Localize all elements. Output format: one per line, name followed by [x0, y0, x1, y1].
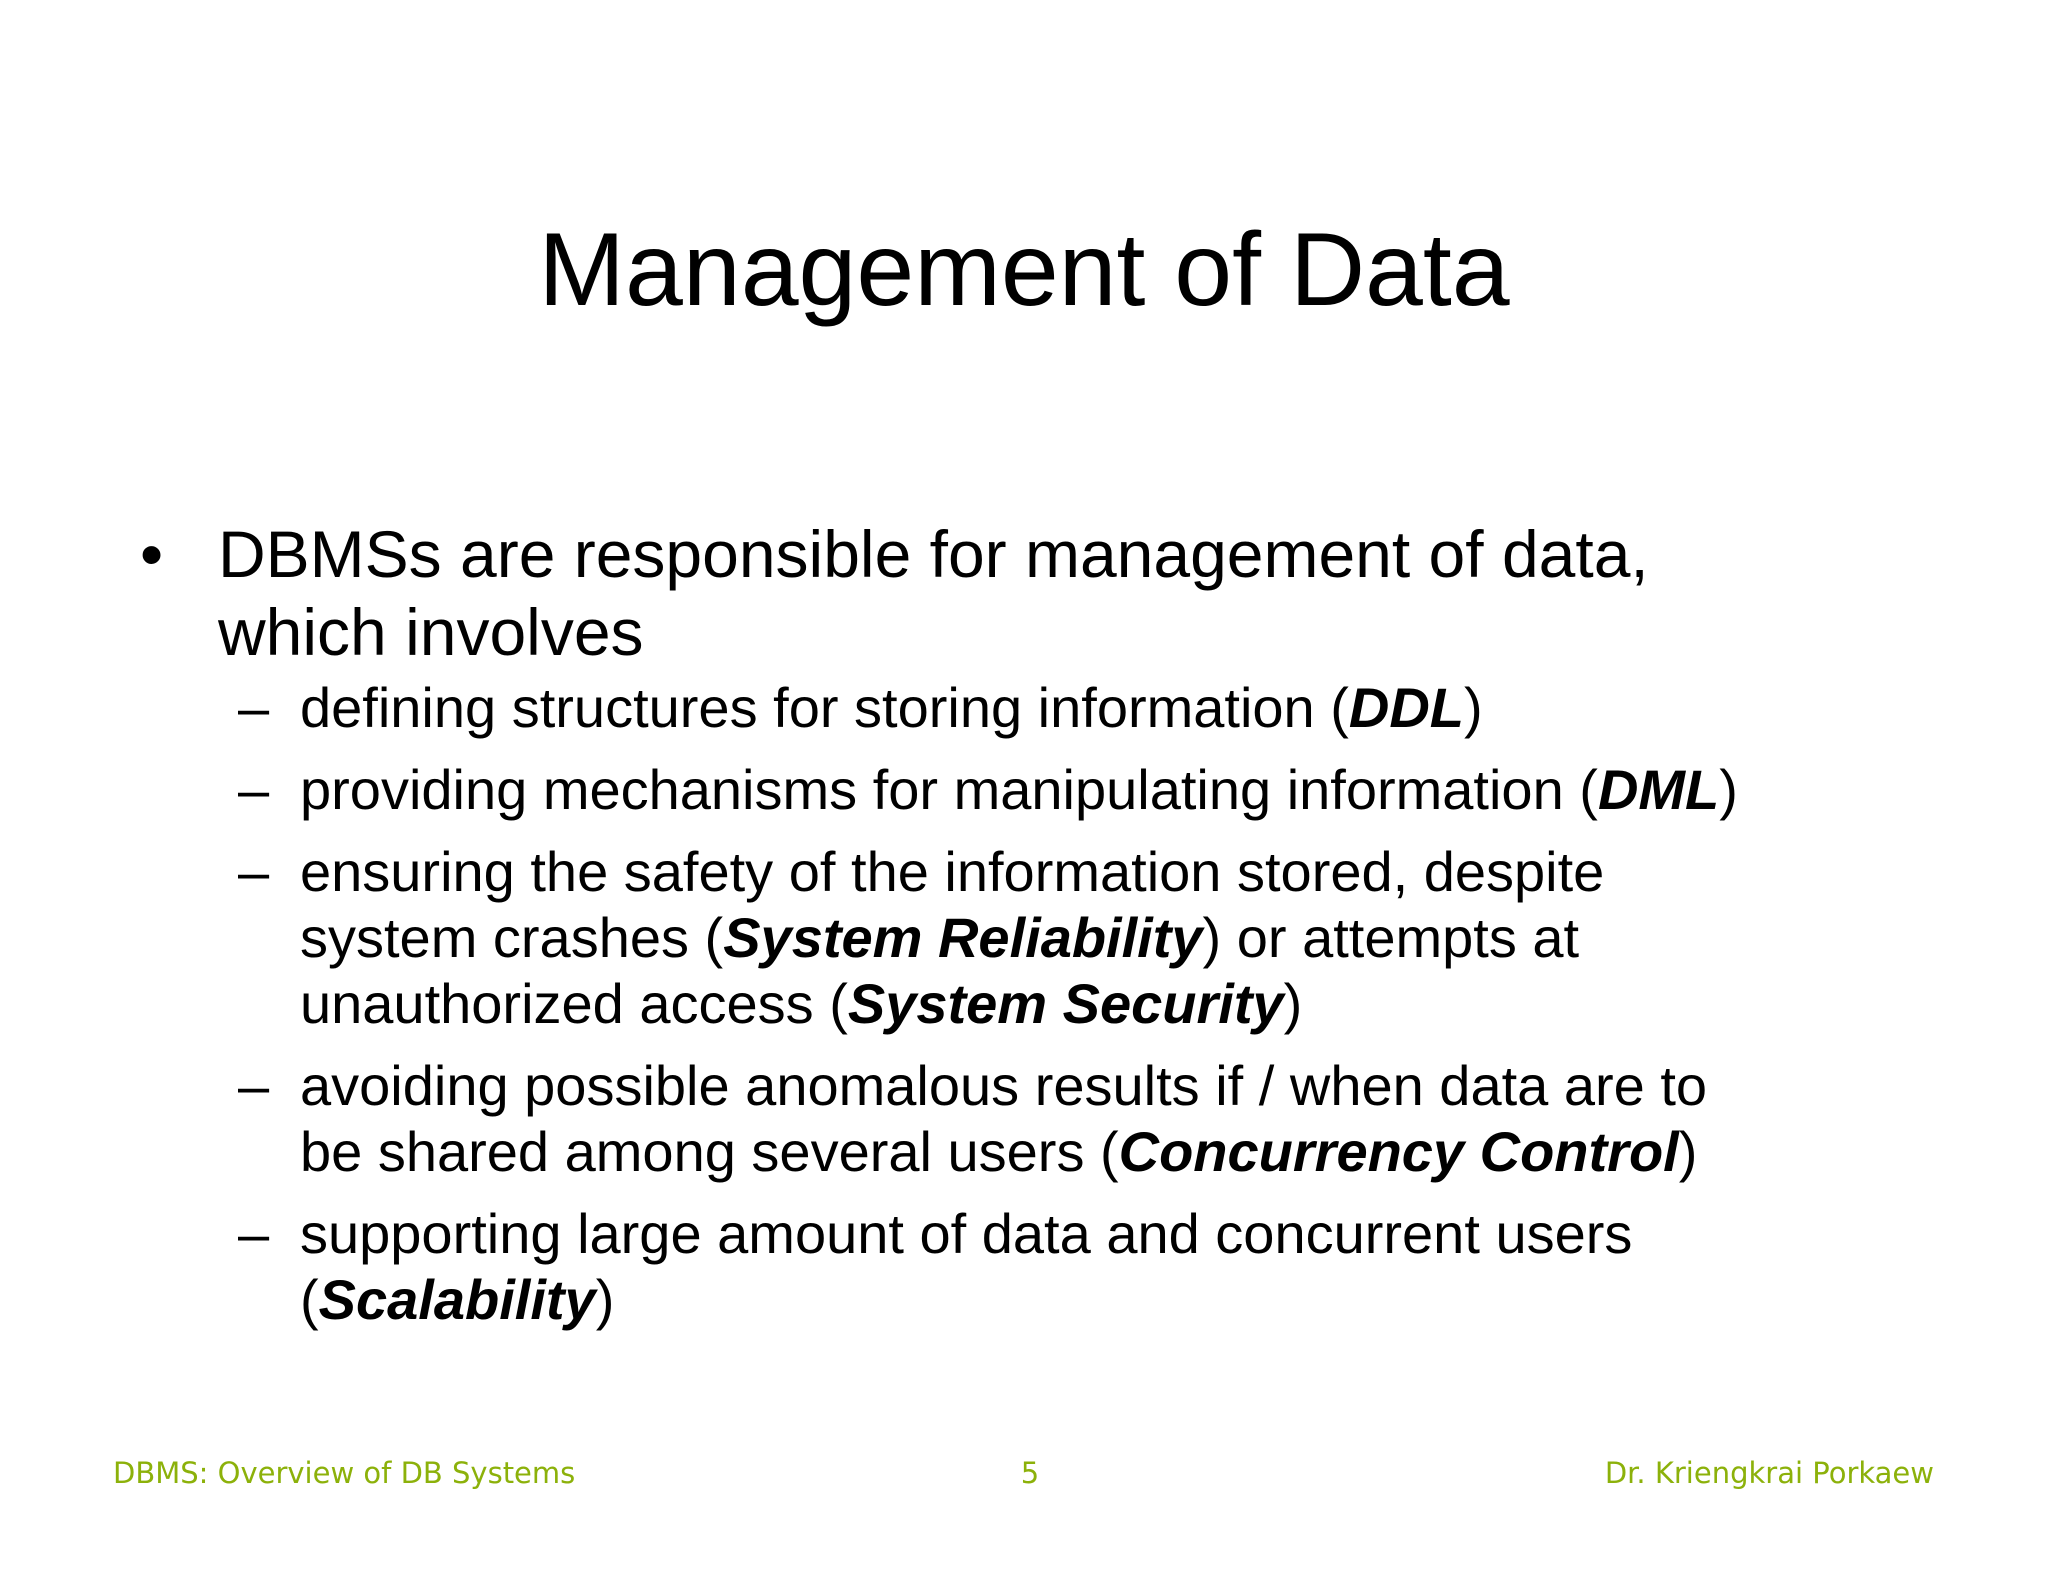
sub-bullet-list [140, 675, 2010, 1333]
sub-text: ( [300, 1268, 319, 1331]
sub-text: ) [595, 1268, 615, 1331]
sub-item-dml [238, 757, 2010, 823]
term-system-reliability: System Reliability [723, 906, 1203, 969]
bullet-line-1: DBMSs are responsible for management of data, [218, 517, 1649, 591]
term-concurrency-control: Concurrency Control [1118, 1120, 1679, 1183]
sub-text: unauthorized access ( [300, 972, 848, 1035]
dash-marker: – [238, 1202, 270, 1265]
slide-body [140, 515, 2010, 1349]
sub-text: ) [1678, 1120, 1698, 1183]
sub-text: supporting large amount of data and concurrent users [300, 1202, 1633, 1265]
sub-text: defining structures for storing information ( [300, 676, 1349, 739]
dash-marker: – [238, 840, 270, 903]
sub-text: ) [1719, 758, 1738, 821]
sub-text: system crashes ( [300, 906, 724, 969]
sub-text: ) [1464, 676, 1483, 739]
sub-text: ensuring the safety of the information stored, despite [300, 840, 1605, 903]
sub-text: ) [1283, 972, 1303, 1035]
sub-text: avoiding possible anomalous results if / when data are to [300, 1054, 1708, 1117]
sub-text: providing mechanisms for manipulating information ( [300, 758, 1598, 821]
term-scalability: Scalability [318, 1268, 596, 1331]
bullet-marker: • [140, 517, 164, 591]
main-bullet [140, 515, 2010, 671]
footer-author: Dr. Kriengkrai Porkaew [1604, 1456, 1934, 1490]
sub-item-safety [238, 839, 2010, 1037]
sub-text: be shared among several users ( [300, 1120, 1119, 1183]
dash-marker: – [238, 758, 270, 821]
dash-marker: – [238, 676, 270, 739]
footer-course-title: DBMS: Overview of DB Systems [113, 1456, 576, 1490]
slide-title: Management of Data [538, 212, 1510, 328]
term-system-security: System Security [847, 972, 1284, 1035]
term-dml: DML [1597, 758, 1720, 821]
term-ddl: DDL [1348, 676, 1464, 739]
footer-page-number: 5 [1020, 1456, 1040, 1490]
sub-item-scalability [238, 1201, 2010, 1333]
sub-item-concurrency [238, 1053, 2010, 1185]
bullet-line-2: which involves [218, 595, 644, 669]
sub-text: ) or attempts at [1202, 906, 1580, 969]
sub-item-ddl [238, 675, 2010, 741]
dash-marker: – [238, 1054, 270, 1117]
